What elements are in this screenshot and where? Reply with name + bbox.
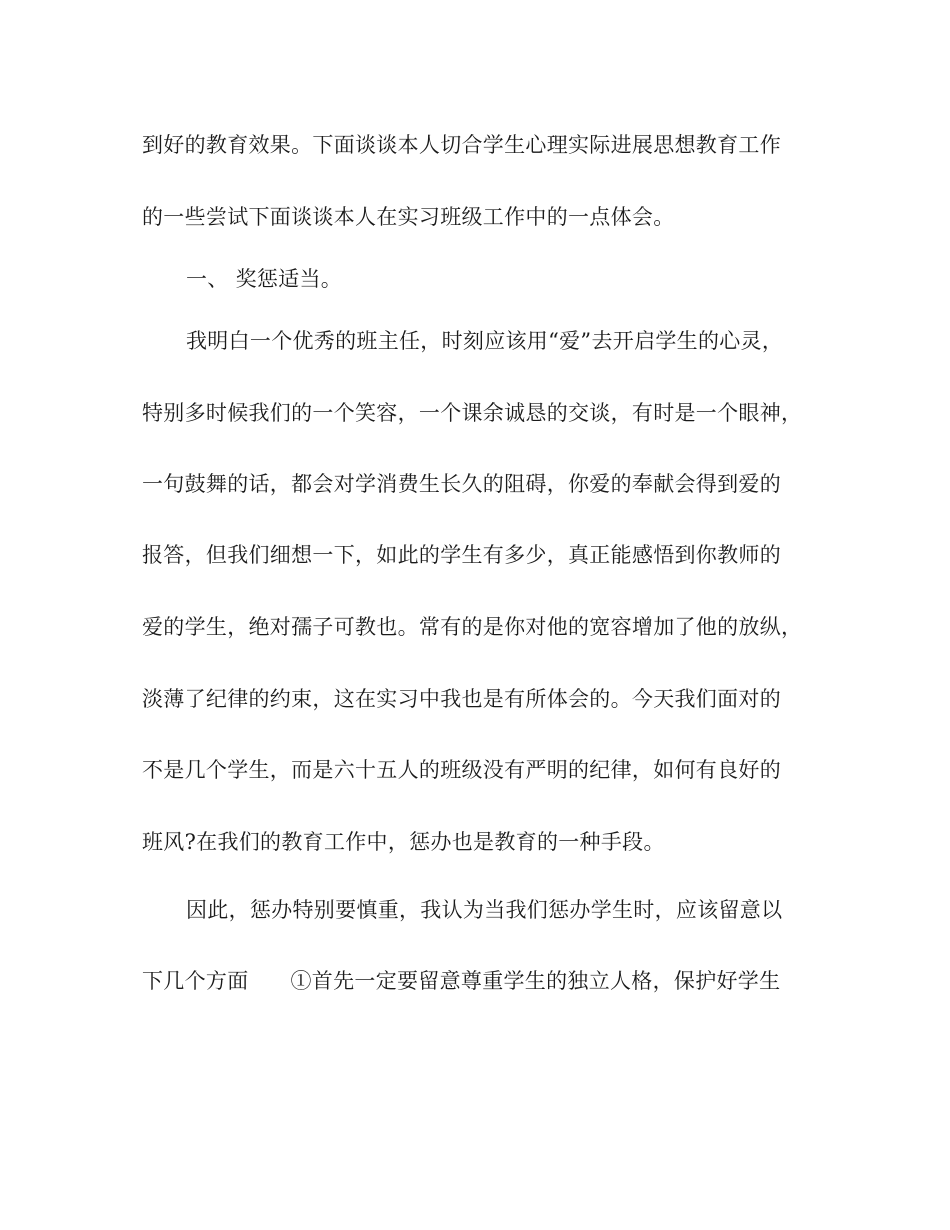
paragraph-line: 到好的教育效果。下面谈谈本人切合学生心理实际进展思想教育工作 xyxy=(142,133,781,157)
paragraph-line: 班风?在我们的教育工作中，惩办也是教育的一种手段。 xyxy=(142,830,665,854)
section-heading: 一、 奖惩适当。 xyxy=(186,267,343,291)
paragraph-line: 的一些尝试下面谈谈本人在实习班级工作中的一点体会。 xyxy=(142,205,675,229)
list-intro-text: 下几个方面 xyxy=(142,969,249,993)
paragraph-line: 因此，惩办特别要慎重，我认为当我们惩办学生时，应该留意以 xyxy=(186,898,783,922)
paragraph-line: 特别多时候我们的一个笑容，一个课余诚恳的交谈，有时是一个眼神， xyxy=(142,401,803,425)
paragraph-line: 一句鼓舞的话，都会对学消费生长久的阻碍，你爱的奉献会得到爱的 xyxy=(142,472,781,496)
paragraph-line: 爱的学生，绝对孺子可教也。常有的是你对他的宽容增加了他的放纵， xyxy=(142,615,803,639)
paragraph-line: 不是几个学生，而是六十五人的班级没有严明的纪律，如何有良好的 xyxy=(142,758,781,782)
paragraph-line-last xyxy=(142,967,822,995)
list-item-text: ①首先一定要留意尊重学生的独立人格，保护好学生 xyxy=(290,969,781,993)
paragraph-line: 报答，但我们细想一下，如此的学生有多少，真正能感悟到你教师的 xyxy=(142,543,781,567)
paragraph-line: 我明白一个优秀的班主任，时刻应该用“爱”去开启学生的心灵， xyxy=(186,329,784,353)
paragraph-line: 淡薄了纪律的约束，这在实习中我也是有所体会的。今天我们面对的 xyxy=(142,687,781,711)
